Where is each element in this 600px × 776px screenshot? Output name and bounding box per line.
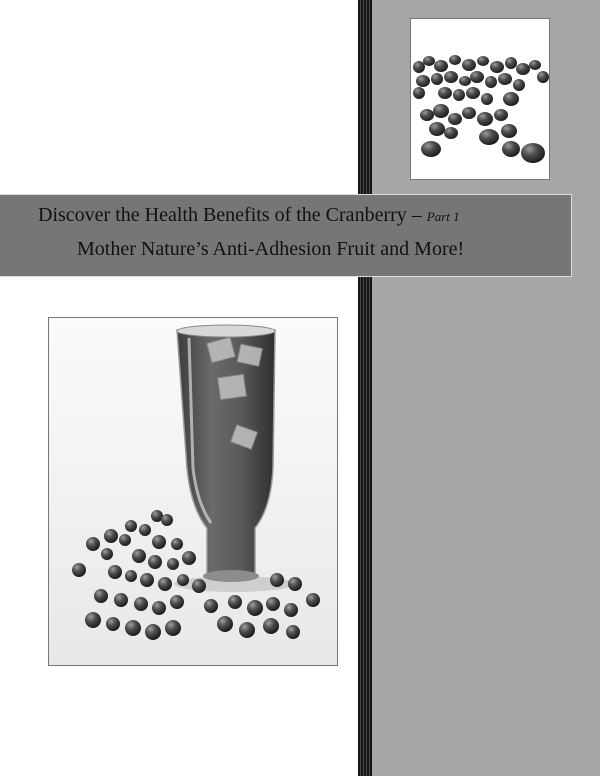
banner-subtitle: Mother Nature’s Anti-Adhesion Fruit and More! (77, 238, 465, 260)
vertical-divider-bar (358, 0, 372, 776)
banner-title-dash: – (406, 204, 427, 226)
cranberries-icon (411, 19, 550, 180)
banner-title (38, 204, 578, 227)
banner-part-label: Part 1 (426, 209, 460, 224)
banner-title-text: Discover the Health Benefits of the Cranberry (38, 204, 407, 226)
cranberry-juice-photo (48, 317, 338, 666)
title-banner (0, 194, 572, 277)
cranberries-photo (410, 18, 550, 180)
cranberry-juice-glass-icon (49, 318, 338, 666)
